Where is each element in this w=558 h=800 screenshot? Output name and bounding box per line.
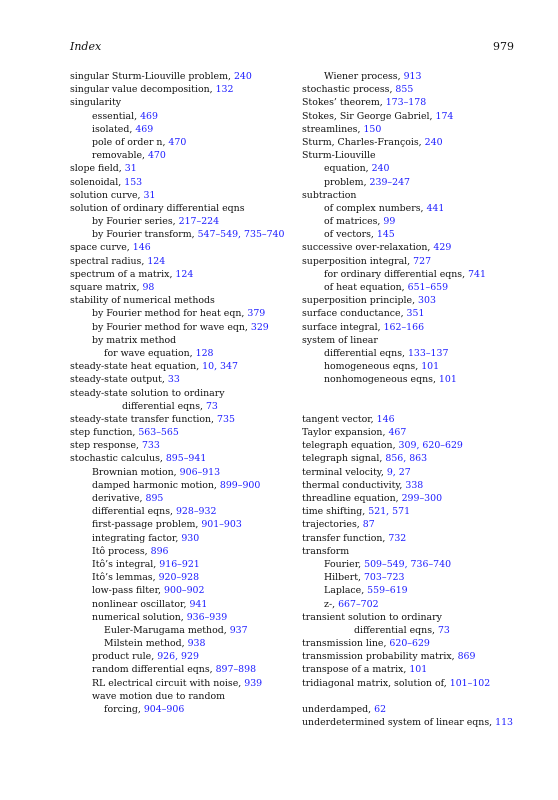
index-term: of vectors, [324,229,377,241]
index-entry [302,479,527,492]
index-entry [70,518,295,531]
index-term: random differential eqns, [92,664,216,676]
index-entry [302,189,527,202]
page-reference-link[interactable]: 916–921 [159,558,200,570]
index-term: steady-state output, [70,374,168,386]
index-entry [70,307,295,320]
page-reference-link[interactable]: 469 [135,123,154,135]
page-reference-link[interactable]: 124 [175,268,194,280]
index-term: singularity [70,97,122,109]
index-entry [302,281,527,294]
index-term: stochastic process, [302,84,396,96]
index-term: first-passage problem, [92,519,202,531]
index-term: surface conductance, [302,308,407,320]
index-entry [302,518,527,531]
index-spacer [302,400,527,413]
index-entry [70,373,295,386]
index-term: underdetermined system of linear eqns, [302,717,496,729]
page-reference-link[interactable]: 128 [195,347,214,359]
index-entry [70,466,295,479]
page-reference-link[interactable]: 303 [418,295,436,307]
page-reference-link[interactable]: 735 [217,413,235,425]
running-header-title: Index [70,40,102,53]
page-reference-link[interactable]: 856, 863 [385,453,428,465]
index-entry [302,334,527,347]
page-reference-link[interactable]: 98 [142,282,155,293]
page-reference-link[interactable]: 379 [247,308,266,320]
index-term: nonlinear oscillator, [92,598,190,610]
index-entry [302,215,527,228]
index-term: spectral radius, [70,255,148,267]
index-term: step function, [70,427,139,439]
index-term: z-, [324,598,339,610]
page-reference-link[interactable]: 99 [383,216,396,228]
index-entry [70,110,295,123]
index-term: by Fourier method for heat eqn, [92,308,248,320]
page-reference-link[interactable]: 31 [124,163,137,175]
page-reference-link[interactable]: 913 [403,71,422,82]
index-term: streamlines, [302,123,364,135]
index-entry [302,426,527,439]
index-entry [70,294,295,307]
page-reference-link[interactable]: 901–903 [201,519,242,531]
index-entry [70,677,295,690]
page-reference-link[interactable]: 470 [147,150,166,162]
index-entry [70,162,295,175]
page-reference-link[interactable]: 869 [457,651,476,663]
page-reference-link[interactable]: 732 [388,532,407,544]
page-reference-link[interactable]: 351 [406,308,425,320]
index-entry [70,624,295,637]
index-term: Hilbert, [324,572,364,584]
index-term: by matrix method [92,334,177,346]
page-reference-link[interactable]: 101 [438,374,457,386]
index-entry [302,241,527,254]
page-reference-link[interactable]: 441 [426,202,445,214]
index-term: Wiener process, [324,71,404,82]
page-reference-link[interactable]: 651–659 [407,282,449,293]
index-entry [70,532,295,545]
index-entry [302,294,527,307]
index-term: by Fourier method for wave eqn, [92,321,251,333]
index-term: for wave equation, [104,347,196,359]
index-column-left [70,70,295,716]
index-entry [70,123,295,136]
index-entry [302,149,527,162]
page-reference-link[interactable]: 153 [124,176,143,188]
page-reference-link[interactable]: 162–166 [383,321,425,333]
page-reference-link[interactable]: 132 [215,84,234,96]
index-entry [302,466,527,479]
index-term: by Fourier series, [92,216,179,228]
index-term: trajectories, [302,519,363,531]
index-entry [70,228,295,241]
index-entry [70,189,295,202]
index-entry [70,413,295,426]
index-term: Stokes, Sir George Gabriel, [302,110,436,122]
page-reference-link[interactable]: 217–224 [178,216,220,228]
index-term: differential eqns, [122,400,206,412]
index-spacer [302,387,527,400]
index-term: terminal velocity, [302,466,387,478]
index-entry [302,96,527,109]
index-entry [302,558,527,571]
index-entry [70,650,295,663]
index-entry [70,96,295,109]
page-reference-link[interactable]: 939 [244,677,263,689]
page-reference-link[interactable]: 467 [388,427,407,439]
page-reference-link[interactable]: 87 [362,519,375,531]
index-term: problem, [324,176,370,188]
index-term: of matrices, [324,216,384,228]
index-term: superposition principle, [302,295,419,307]
index-term: steady-state solution to ordinary [70,387,225,399]
index-entry [70,584,295,597]
index-term: subtraction [302,189,357,201]
index-entry [302,70,527,83]
page-reference-link[interactable]: 733 [141,440,160,452]
index-term: forcing, [104,704,144,715]
index-entry [302,268,527,281]
index-entry [70,426,295,439]
index-term: Milstein method, [104,638,188,650]
index-entry [70,452,295,465]
page-reference-link[interactable]: 240 [233,71,252,82]
page-reference-link[interactable]: 73 [437,624,450,636]
index-term: essential, [92,110,141,122]
index-term: step response, [70,440,142,452]
page-reference-link[interactable]: 173–178 [385,97,427,109]
index-term: transfer function, [302,532,389,544]
index-entry [70,545,295,558]
page-reference-link[interactable]: 145 [376,229,395,241]
index-term: differential eqns, [354,624,438,636]
index-entry [302,505,527,518]
index-term: Laplace, [324,585,368,597]
index-entry [70,347,295,360]
index-term: stability of numerical methods [70,295,215,307]
index-term: tridiagonal matrix, solution of, [302,677,450,689]
index-term: differential eqns, [92,506,176,518]
page-reference-link[interactable]: 896 [150,545,169,557]
index-entry [70,400,295,413]
page-reference-link[interactable]: 563–565 [138,427,179,439]
page-reference-link[interactable]: 309, 620–629 [398,440,463,452]
index-entry [70,611,295,624]
index-term: Itô’s integral, [92,558,160,570]
index-entry [302,637,527,650]
page-reference-link[interactable]: 146 [132,242,151,254]
index-entry [70,136,295,149]
page-reference-link[interactable]: 31 [143,189,156,201]
index-term: solution of ordinary differential eqns [70,202,245,214]
page-reference-link[interactable]: 10, 347 [202,361,238,373]
index-entry [70,360,295,373]
index-term: transient solution to ordinary [302,611,442,623]
index-term: surface integral, [302,321,384,333]
index-entry [70,663,295,676]
index-entry [70,637,295,650]
index-term: of heat equation, [324,282,408,293]
index-term: homogeneous eqns, [324,361,422,373]
index-term: underdamped, [302,704,375,715]
index-entry [302,307,527,320]
page-reference-link[interactable]: 101 [421,361,440,373]
page-reference-link[interactable]: 240 [424,136,443,148]
index-term: singular value decomposition, [70,84,216,96]
page-reference-link[interactable]: 299–300 [401,493,443,504]
index-entry [70,387,295,400]
page-reference-link[interactable]: 338 [405,479,424,491]
page-reference-link[interactable]: 329 [250,321,269,333]
index-entry [302,452,527,465]
page-reference-link[interactable]: 150 [363,123,382,135]
index-entry [302,677,527,690]
index-entry [70,571,295,584]
page-reference-link[interactable]: 926, 929 [157,651,199,663]
index-entry [302,321,527,334]
page-reference-link[interactable]: 9, 27 [386,466,411,478]
index-spacer [302,690,527,703]
index-entry [70,70,295,83]
index-entry [302,571,527,584]
index-entry [70,83,295,96]
page-reference-link[interactable]: 936–939 [186,611,228,623]
index-term: differential eqns, [324,347,408,359]
index-term: integrating factor, [92,532,182,544]
index-term: system of linear [302,334,378,346]
page-reference-link[interactable]: 897–898 [215,664,257,676]
page-reference-link[interactable]: 240 [371,163,390,175]
page-reference-link[interactable]: 509–549, 736–740 [364,558,452,570]
index-term: Itô’s lemmas, [92,572,159,584]
index-entry [302,202,527,215]
index-term: time shifting, [302,506,369,518]
index-entry [70,479,295,492]
page-reference-link[interactable]: 906–913 [179,466,221,478]
index-term: superposition integral, [302,255,414,267]
index-term: telegraph signal, [302,453,386,465]
index-term: tangent vector, [302,413,377,425]
index-entry [70,268,295,281]
index-term: singular Sturm-Liouville problem, [70,71,234,82]
index-term: Sturm, Charles-François, [302,136,425,148]
index-term: by Fourier transform, [92,229,198,241]
index-term: product rule, [92,651,158,663]
page-reference-link[interactable]: 941 [189,598,208,610]
page-reference-link[interactable]: 62 [374,704,387,715]
index-term: steady-state heat equation, [70,361,203,373]
index-entry [70,281,295,294]
index-term: steady-state transfer function, [70,413,218,425]
index-entry [70,558,295,571]
index-entry [70,703,295,716]
index-term: solution curve, [70,189,144,201]
index-term: RL electrical circuit with noise, [92,677,245,689]
index-entry [302,228,527,241]
page-reference-link[interactable]: 429 [433,242,452,254]
page-reference-link[interactable]: 741 [468,268,486,280]
page-reference-link[interactable]: 547–549, 735–740 [197,229,285,241]
index-entry [302,545,527,558]
page-reference-link[interactable]: 930 [181,532,200,544]
index-entry [302,162,527,175]
index-term: telegraph equation, [302,440,399,452]
page-reference-link[interactable]: 113 [495,717,514,729]
page-reference-link[interactable]: 174 [435,110,454,122]
page-reference-link[interactable]: 727 [413,255,432,267]
index-term: successive over-relaxation, [302,242,434,254]
index-entry [70,255,295,268]
index-term: isolated, [92,123,136,135]
index-entry [302,532,527,545]
page-reference-link[interactable]: 620–629 [389,638,430,650]
page-reference-link[interactable]: 33 [167,374,180,386]
index-term: numerical solution, [92,611,187,623]
index-entry [302,663,527,676]
index-entry [302,716,527,729]
index-term: transmission line, [302,638,390,650]
index-entry [302,624,527,637]
index-term: for ordinary differential eqns, [324,268,469,280]
index-entry [302,703,527,716]
index-entry [70,505,295,518]
index-term: pole of order n, [92,136,169,148]
page-reference-link[interactable]: 703–723 [363,572,405,584]
index-term: Fourier, [324,558,365,570]
index-entry [302,611,527,624]
page-reference-link[interactable]: 146 [376,413,395,425]
index-entry [70,439,295,452]
index-entry [302,83,527,96]
index-entry [302,176,527,189]
index-entry [70,321,295,334]
index-entry [70,176,295,189]
index-entry [302,373,527,386]
index-term: derivative, [92,493,146,504]
index-entry [302,650,527,663]
index-entry [302,598,527,611]
page-reference-link[interactable]: 667–702 [338,598,379,610]
index-entry [302,110,527,123]
index-term: equation, [324,163,372,175]
page-reference-link[interactable]: 124 [147,255,166,267]
page-reference-link[interactable]: 899–900 [219,479,261,491]
page-reference-link[interactable]: 73 [205,400,218,412]
page-reference-link[interactable]: 101–102 [449,677,491,689]
index-term: Brownian motion, [92,466,180,478]
index-term: square matrix, [70,282,143,293]
index-term: Itô process, [92,545,151,557]
index-term: solenoidal, [70,176,125,188]
index-term: threadline equation, [302,493,402,504]
page-reference-link[interactable]: 920–928 [158,572,200,584]
index-entry [302,255,527,268]
index-entry [302,413,527,426]
index-term: nonhomogeneous eqns, [324,374,439,386]
page-reference-link[interactable]: 101 [409,664,428,676]
index-entry [302,136,527,149]
index-entry [70,149,295,162]
page-reference-link[interactable]: 900–902 [164,585,205,597]
index-term: spectrum of a matrix, [70,268,176,280]
page-reference-link[interactable]: 470 [168,136,187,148]
index-entry [302,584,527,597]
index-term: Stokes’ theorem, [302,97,386,109]
page-reference-link[interactable]: 904–906 [143,704,185,715]
index-term: transform [302,545,350,557]
index-entry [302,360,527,373]
index-term: Sturm-Liouville [302,150,376,162]
index-entry [302,123,527,136]
index-term: wave motion due to random [92,690,226,702]
index-term: low-pass filter, [92,585,165,597]
index-term: damped harmonic motion, [92,479,220,491]
index-entry [70,334,295,347]
page-reference-link[interactable]: 239–247 [369,176,411,188]
page-reference-link[interactable]: 938 [187,638,206,650]
index-entry [70,202,295,215]
index-term: removable, [92,150,148,162]
page-reference-link[interactable]: 133–137 [407,347,449,359]
page-reference-link[interactable]: 928–932 [175,506,217,518]
index-entry [70,598,295,611]
index-term: transpose of a matrix, [302,664,410,676]
index-column-right [302,70,527,729]
index-entry [70,241,295,254]
index-entry [302,492,527,505]
page-reference-link[interactable]: 469 [140,110,158,122]
index-entry [302,439,527,452]
index-term: stochastic calculus, [70,453,166,465]
index-term: of complex numbers, [324,202,427,214]
index-entry [70,215,295,228]
page-reference-link[interactable]: 559–619 [367,585,408,597]
index-entry [70,492,295,505]
page-reference-link[interactable]: 521, 571 [368,506,411,518]
page-reference-link[interactable]: 895–941 [165,453,207,465]
index-entry [302,347,527,360]
page-reference-link[interactable]: 937 [229,624,248,636]
index-term: thermal conductivity, [302,479,406,491]
index-term: Taylor expansion, [302,427,389,439]
index-entry [70,690,295,703]
index-term: space curve, [70,242,133,254]
page-reference-link[interactable]: 855 [395,84,414,96]
index-term: transmission probability matrix, [302,651,458,663]
page-reference-link[interactable]: 895 [145,493,164,504]
page-number: 979 [493,40,514,53]
index-term: Euler-Marugama method, [104,624,230,636]
index-term: slope field, [70,163,125,175]
